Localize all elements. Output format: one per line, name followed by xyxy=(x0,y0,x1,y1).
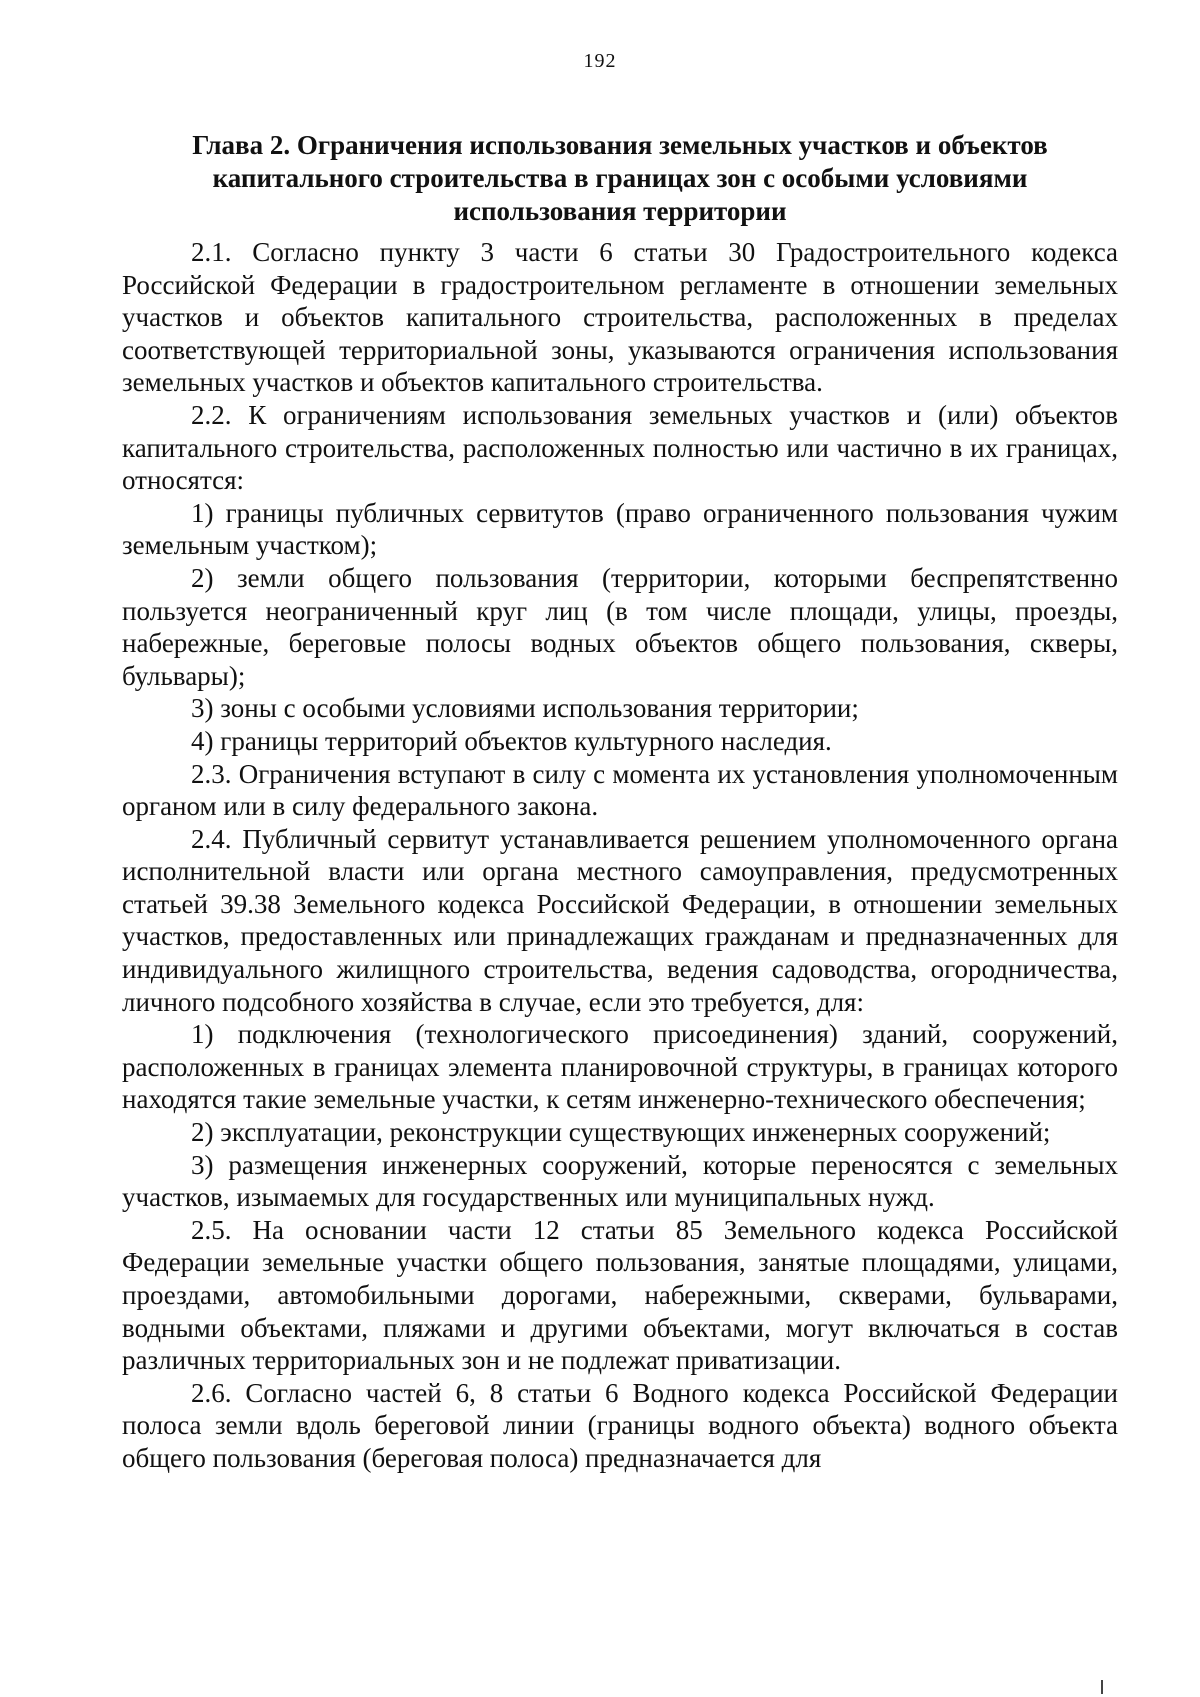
document-body xyxy=(122,236,1118,1475)
list-item-2-2-2 xyxy=(122,562,1118,692)
scan-edge-mark xyxy=(1101,1680,1103,1694)
list-item-2-4-1 xyxy=(122,1018,1118,1116)
paragraph-text: Публичный сервитут устанавливается решением уполномоченного органа исполнительной власти или органа местного самоуправления, предусмотренных статьей 39.38 Земельного кодекса Российской Федерации, в отношении земельных участков, предоставленных или принадлежащих гражданам и предназначенных для индивидуального жилищного строительства, ведения садоводства, огородничества, личного подсобного хозяйства в случае, если это требуется, для: xyxy=(122,823,1119,1017)
paragraph-2-4 xyxy=(122,823,1118,1019)
paragraph-text: Ограничения вступают в силу с момента их установления уполномоченным органом или в силу федерального закона. xyxy=(122,758,1119,822)
chapter-title: Глава 2. Ограничения использования земельных участков и объектов капитального строительства в границах зон с особыми условиями использования территории xyxy=(192,130,1048,226)
list-item-text: 2) эксплуатации, реконструкции существующих инженерных сооружений; xyxy=(191,1117,1051,1148)
list-item-2-2-3 xyxy=(122,692,1118,725)
page-number: 192 xyxy=(583,50,617,72)
list-item-text: 1) подключения (технологического присоединения) зданий, сооружений, расположенных в границах элемента планировочной структуры, в границах которого находятся такие земельные участки, к сетям инженерно-технического обеспечения; xyxy=(122,1019,1118,1115)
list-item-text: 3) зоны с особыми условиями использования территории; xyxy=(191,693,859,724)
paragraph-number: 2.5. xyxy=(191,1214,232,1245)
paragraph-number: 2.6. xyxy=(191,1377,232,1408)
list-item-2-4-2 xyxy=(122,1116,1118,1149)
list-item-text: 4) границы территорий объектов культурного наследия. xyxy=(191,725,832,756)
paragraph-number: 2.1. xyxy=(191,237,232,267)
paragraph-text: Согласно частей 6, 8 статьи 6 Водного кодекса Российской Федерации полоса земли вдоль береговой линии (границы водного объекта) водного объекта общего пользования (береговая полоса) предназначается для xyxy=(122,1377,1119,1473)
paragraph-2-6 xyxy=(122,1377,1118,1475)
list-item-text: 1) границы публичных сервитутов (право ограниченного пользования чужим земельным участком); xyxy=(122,497,1118,561)
paragraph-text: На основании части 12 статьи 85 Земельного кодекса Российской Федерации земельные участки общего пользования, занятые площадями, улицами, проездами, автомобильными дорогами, набережными, скверами, бульварами, водными объектами, пляжами и другими объектами, могут включаться в состав различных территориальных зон и не подлежат приватизации. xyxy=(122,1214,1119,1376)
list-item-2-2-4 xyxy=(122,725,1118,758)
paragraph-number: 2.2. xyxy=(191,399,232,430)
paragraph-2-3 xyxy=(122,758,1118,823)
paragraph-text: Согласно пункту 3 части 6 статьи 30 Градостроительного кодекса Российской Федерации в градостроительном регламенте в отношении земельных участков и объектов капитального строительства, расположенных в пределах соответствующей территориальной зоны, указываются ограничения использования земельных участков и объектов капитального строительства. xyxy=(122,237,1119,398)
paragraph-text: К ограничениям использования земельных участков и (или) объектов капитального строительства, расположенных полностью или частично в их границах, относятся: xyxy=(122,399,1118,496)
paragraph-number: 2.4. xyxy=(191,823,232,854)
paragraph-number: 2.3. xyxy=(191,758,232,789)
list-item-2-4-3 xyxy=(122,1149,1118,1214)
paragraph-2-1 xyxy=(122,236,1118,399)
list-item-2-2-1 xyxy=(122,497,1118,562)
paragraph-2-2 xyxy=(122,399,1118,497)
list-item-text: 2) земли общего пользования (территории, которыми беспрепятственно пользуется неограниченный круг лиц (в том числе площади, улицы, проезды, набережные, береговые полосы водных объектов общего пользования, скверы, бульвары); xyxy=(122,562,1118,691)
paragraph-2-5 xyxy=(122,1214,1118,1377)
list-item-text: 3) размещения инженерных сооружений, которые переносятся с земельных участков, изымаемых для государственных или муниципальных нужд. xyxy=(122,1149,1118,1213)
